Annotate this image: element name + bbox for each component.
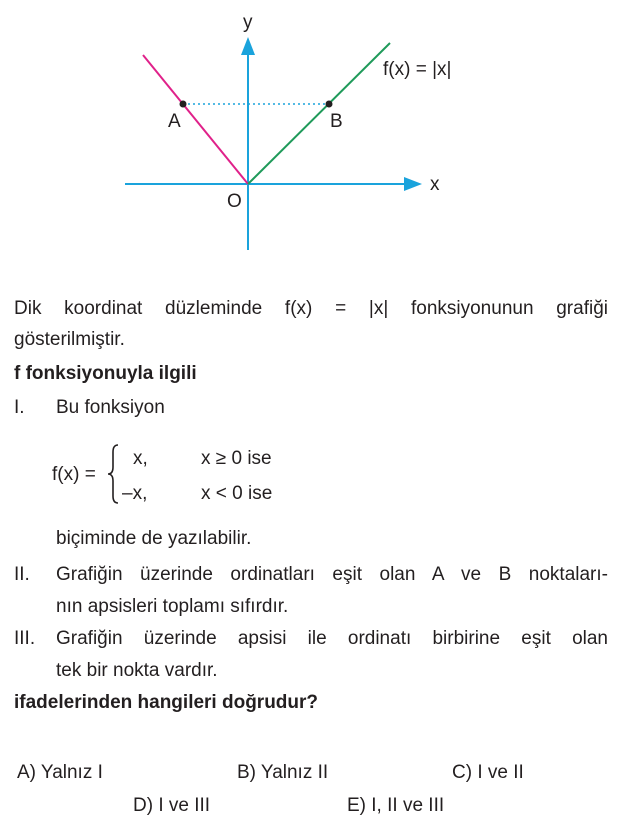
- item-3-line-2: tek bir nokta vardır.: [56, 660, 218, 681]
- right-branch: [248, 43, 390, 184]
- y-axis-label: y: [243, 12, 253, 33]
- item-3-line-1: Grafiğin üzerinde apsisi ile ordinatı birbirine eşit olan: [56, 628, 608, 649]
- point-b-label: B: [330, 111, 343, 132]
- left-branch: [143, 55, 248, 184]
- piecewise-case1-cond: x ≥ 0 ise: [201, 448, 272, 469]
- left-brace-icon: [105, 443, 121, 505]
- piecewise-case2-expr: –x,: [122, 483, 148, 504]
- point-a-label: A: [168, 111, 181, 132]
- lead-text: f fonksiyonuyla ilgili: [14, 363, 197, 384]
- item-2-line-2: nın apsisleri toplamı sıfırdır.: [56, 596, 289, 617]
- choice-d[interactable]: D) I ve III: [133, 795, 211, 816]
- choice-b[interactable]: B) Yalnız II: [237, 762, 329, 783]
- question-prompt: ifadelerinden hangileri doğrudur?: [14, 692, 319, 713]
- function-label: f(x) = |x|: [383, 59, 452, 80]
- item-1-line-1: Bu fonksiyon: [56, 397, 165, 418]
- piecewise-case2-cond: x < 0 ise: [201, 483, 273, 504]
- item-2-numeral: II.: [14, 564, 30, 585]
- item-1-line-2: biçiminde de yazılabilir.: [56, 528, 252, 549]
- piecewise-lhs: f(x) =: [52, 464, 96, 485]
- choice-e[interactable]: E) I, II ve III: [347, 795, 445, 816]
- origin-label: O: [227, 191, 242, 212]
- intro-line-1: Dik koordinat düzleminde f(x) = |x| fonksiyonunun grafiği: [14, 298, 608, 319]
- piecewise-case1-expr: x,: [133, 448, 148, 469]
- point-a: [180, 101, 187, 108]
- item-1-numeral: I.: [14, 397, 25, 418]
- y-axis-arrow-icon: [241, 37, 255, 55]
- intro-line-2: gösterilmiştir.: [14, 329, 125, 350]
- item-3-numeral: III.: [14, 628, 36, 649]
- choice-a[interactable]: A) Yalnız I: [17, 762, 103, 783]
- item-2-line-1: Grafiğin üzerinde ordinatları eşit olan A ve B noktaları-: [56, 564, 608, 585]
- coordinate-graph: [0, 0, 623, 275]
- choice-c[interactable]: C) I ve II: [452, 762, 524, 783]
- x-axis-label: x: [430, 174, 440, 195]
- x-axis-arrow-icon: [404, 177, 422, 191]
- point-b: [326, 101, 333, 108]
